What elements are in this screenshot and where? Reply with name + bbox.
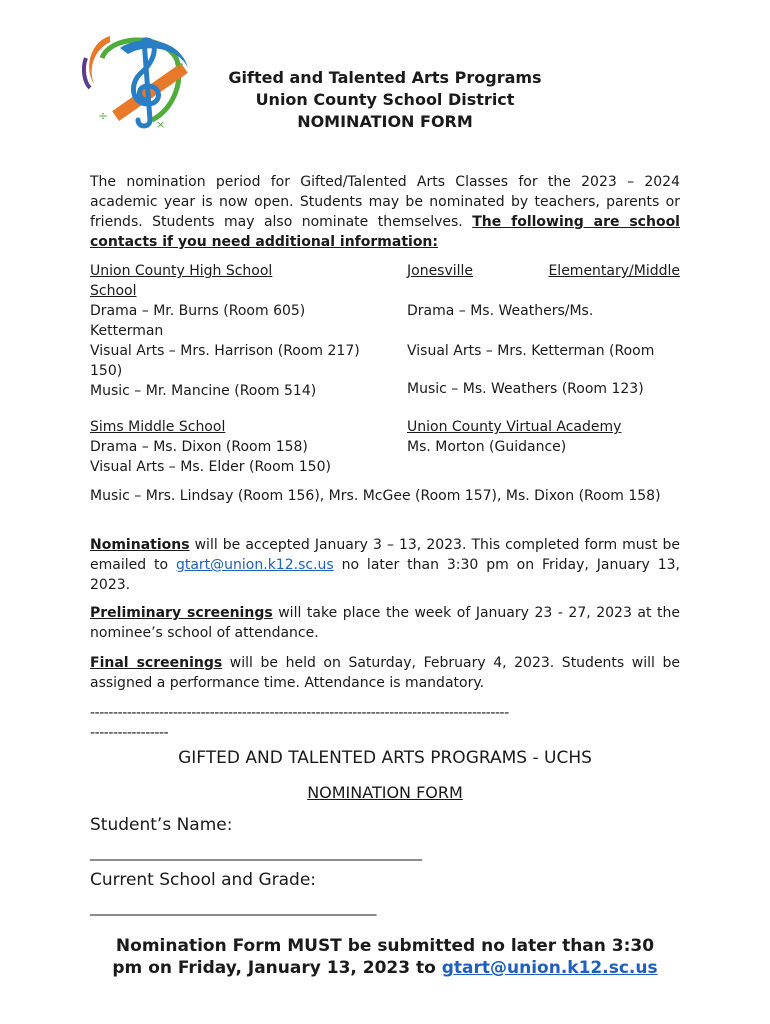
final-label: Final screenings bbox=[90, 655, 223, 671]
intro-paragraph bbox=[90, 172, 680, 252]
sims-contacts bbox=[90, 417, 390, 477]
form-subtitle bbox=[0, 783, 770, 802]
footer-line-2 bbox=[0, 957, 770, 979]
sims-drama: Drama – Ms. Dixon (Room 158) bbox=[90, 439, 308, 455]
jonesville-title bbox=[407, 261, 680, 281]
intro-contacts-heading: The following are school contacts if you need additional information: bbox=[90, 214, 680, 250]
sims-music: Music – Mrs. Lindsay (Room 156), Mrs. McGee (Room 157), Ms. Dixon (Room 158) bbox=[90, 488, 661, 504]
uchs-title-cont: School bbox=[90, 283, 137, 299]
footer-deadline-text: pm on Friday, January 13, 2023 to bbox=[112, 958, 442, 978]
virtual-guidance: Ms. Morton (Guidance) bbox=[407, 439, 567, 455]
uchs-drama-cont: Ketterman bbox=[90, 323, 164, 339]
nominations-label: Nominations bbox=[90, 537, 190, 553]
nominations-email-link[interactable]: gtart@union.k12.sc.us bbox=[175, 557, 334, 573]
preliminary-text: will take place the week of January 23 - 27, 2023 at the nominee’s school of attendance. bbox=[90, 605, 681, 641]
uchs-music: Music – Mr. Mancine (Room 514) bbox=[90, 383, 317, 399]
cut-line-2: ----------------- bbox=[90, 725, 169, 741]
uchs-contacts bbox=[90, 261, 390, 401]
sims-title: Sims Middle School bbox=[90, 419, 226, 435]
footer-email-link[interactable]: gtart@union.k12.sc.us bbox=[441, 958, 658, 978]
uchs-title: Union County High School bbox=[90, 263, 273, 279]
nominations-deadline-text: no later than 3:30 pm on Friday, January 13, 2023. bbox=[90, 557, 680, 593]
jonesville-drama: Drama – Ms. Weathers/Ms. bbox=[407, 303, 594, 319]
jonesville-title-a: Jonesville bbox=[407, 263, 474, 279]
uchs-visual-arts: Visual Arts – Mrs. Harrison (Room 217) bbox=[90, 343, 360, 359]
virtual-title: Union County Virtual Academy bbox=[407, 419, 622, 435]
jonesville-title-b: Elementary/Middle bbox=[548, 263, 680, 279]
student-name-label: Student’s Name: bbox=[90, 815, 233, 835]
jonesville-contacts bbox=[407, 261, 680, 399]
intro-text: The nomination period for Gifted/Talented Arts Classes for the 2023 – 2024 academic year is now open. Students may be nominated by teachers, parents or friends. Students may also nominate themselves. bbox=[90, 174, 680, 230]
cut-line bbox=[90, 703, 680, 743]
divide-icon: ÷ bbox=[98, 109, 109, 123]
footer-line-1: Nomination Form MUST be submitted no later than 3:30 bbox=[115, 936, 655, 956]
header-district: Union County School District bbox=[255, 90, 515, 109]
uchs-drama: Drama – Mr. Burns (Room 605) bbox=[90, 303, 306, 319]
current-school-label: Current School and Grade: bbox=[90, 870, 317, 890]
times-icon: × bbox=[156, 118, 166, 131]
uchs-visual-arts-cont: 150) bbox=[90, 363, 123, 379]
jonesville-visual-arts: Visual Arts – Mrs. Ketterman (Room bbox=[407, 343, 655, 359]
plus-icon: + bbox=[174, 57, 185, 71]
preliminary-paragraph bbox=[90, 603, 680, 643]
nominations-text: will be accepted January 3 – 13, 2023. This completed form must be emailed to bbox=[90, 537, 680, 573]
header-form-title: NOMINATION FORM bbox=[297, 112, 473, 131]
form-subtitle-text: NOMINATION FORM bbox=[307, 783, 463, 802]
footer-notice bbox=[0, 935, 770, 979]
sims-visual-arts: Visual Arts – Ms. Elder (Room 150) bbox=[90, 459, 331, 475]
final-paragraph bbox=[90, 653, 680, 693]
cut-line-1: ------------------------------------------------------------------------------------------- bbox=[90, 705, 509, 721]
final-text: will be held on Saturday, February 4, 2023. Students will be assigned a performance time. Attendance is mandatory. bbox=[90, 655, 681, 691]
form-title: GIFTED AND TALENTED ARTS PROGRAMS - UCHS bbox=[178, 748, 592, 768]
header-title: Gifted and Talented Arts Programs bbox=[228, 68, 542, 87]
student-name-field[interactable]: ___________________________________________________ bbox=[90, 845, 422, 861]
jonesville-music: Music – Ms. Weathers (Room 123) bbox=[407, 381, 644, 397]
nominations-paragraph bbox=[90, 535, 680, 595]
virtual-contacts bbox=[407, 417, 680, 457]
preliminary-label: Preliminary screenings bbox=[90, 605, 273, 621]
current-school-field[interactable]: ____________________________________________ bbox=[90, 900, 376, 916]
